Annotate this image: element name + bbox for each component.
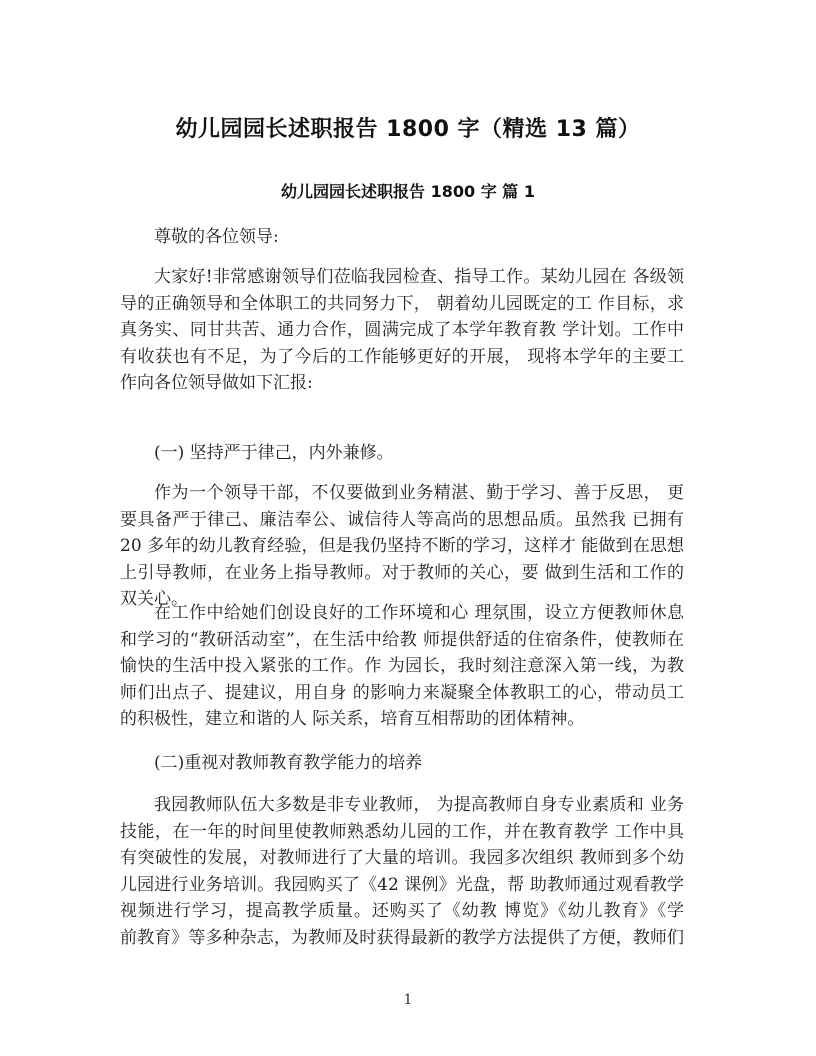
subheading-paragraph <box>120 750 684 777</box>
paragraph-line: 大家好!非常感谢领导们莅临我园检查、指导工作。某幼儿园在 各级领 <box>154 267 684 287</box>
paragraph-line: (一) 坚持严于律己，内外兼修。 <box>154 443 394 463</box>
paragraph-line: 20 多年的幼儿教育经验，但是我仍坚持不断的学习，这样才 能做到在思想 <box>120 536 684 556</box>
paragraph-line: 师们出点子、提建议，用自身 的影响力来凝聚全体教职工的心，带动员工 <box>120 682 684 703</box>
paragraph-line: 上引导教师，在业务上指导教师。对于教师的关心，要 做到生活和工作的 <box>120 562 684 583</box>
paragraph-line: 视频进行学习，提高教学质量。还购买了《幼教 博览》《幼儿教育》《学 <box>120 901 684 921</box>
body-paragraph <box>120 600 684 733</box>
paragraph-line: 在工作中给她们创设良好的工作环境和心 理氛围，设立方便教师休息 <box>154 603 684 623</box>
paragraph-line: 前教育》等多种杂志，为教师及时获得最新的教学方法提供了方便，教师们 <box>120 927 684 948</box>
paragraph-line: 我园教师队伍大多数是非专业教师， 为提高教师自身专业素质和 业务 <box>154 795 684 815</box>
body-paragraph <box>120 480 684 613</box>
paragraph-line: 要具备严于律己、廉洁奉公、诚信待人等高尚的思想品质。虽然我 已拥有 <box>120 509 684 530</box>
paragraph-line: 尊敬的各位领导: <box>154 227 279 247</box>
body-paragraph <box>120 264 684 397</box>
paragraph-line: 愉快的生活中投入紧张的工作。作 为园长，我时刻注意深入第一线，为教 <box>120 656 684 676</box>
document-title: 幼儿园园长述职报告 1800 字（精选 13 篇） <box>175 117 641 142</box>
paragraph-line: 真务实、同甘共苦、通力合作，圆满完成了本学年教育教 学计划。工作中 <box>120 320 684 340</box>
paragraph-line: 作为一个领导干部，不仅要做到业务精湛、勤于学习、善于反思， 更 <box>154 483 684 503</box>
subheading-paragraph <box>120 440 684 467</box>
paragraph-line: 技能，在一年的时间里使教师熟悉幼儿园的工作，并在教育教学 工作中具 <box>120 821 684 842</box>
section-title: 幼儿园园长述职报告 1800 字 篇 1 <box>281 182 535 201</box>
body-paragraph <box>120 792 684 951</box>
paragraph-line: 儿园进行业务培训。我园购买了《42 课例》光盘，帮 助教师通过观看教学 <box>120 874 684 895</box>
paragraph-line: 有收获也有不足，为了今后的工作能够更好的开展， 现将本学年的主要工 <box>120 346 684 367</box>
paragraph-line: 双关心。 <box>120 589 188 609</box>
paragraph-line: 有突破性的发展，对教师进行了大量的培训。我园多次组织 教师到多个幼 <box>120 848 684 868</box>
salutation-paragraph <box>120 224 684 251</box>
page-number: 1 <box>403 992 413 1008</box>
paragraph-line: 和学习的“教研活动室”，在生活中给教 师提供舒适的住宿条件，使教师在 <box>120 629 684 650</box>
paragraph-line: 的积极性，建立和谐的人 际关系，培育互相帮助的团体精神。 <box>120 709 585 729</box>
paragraph-line: (二)重视对教师教育教学能力的培养 <box>154 753 423 773</box>
paragraph-line: 作向各位领导做如下汇报: <box>120 373 313 393</box>
paragraph-line: 导的正确领导和全体职工的共同努力下， 朝着幼儿园既定的工 作目标，求 <box>120 293 684 314</box>
